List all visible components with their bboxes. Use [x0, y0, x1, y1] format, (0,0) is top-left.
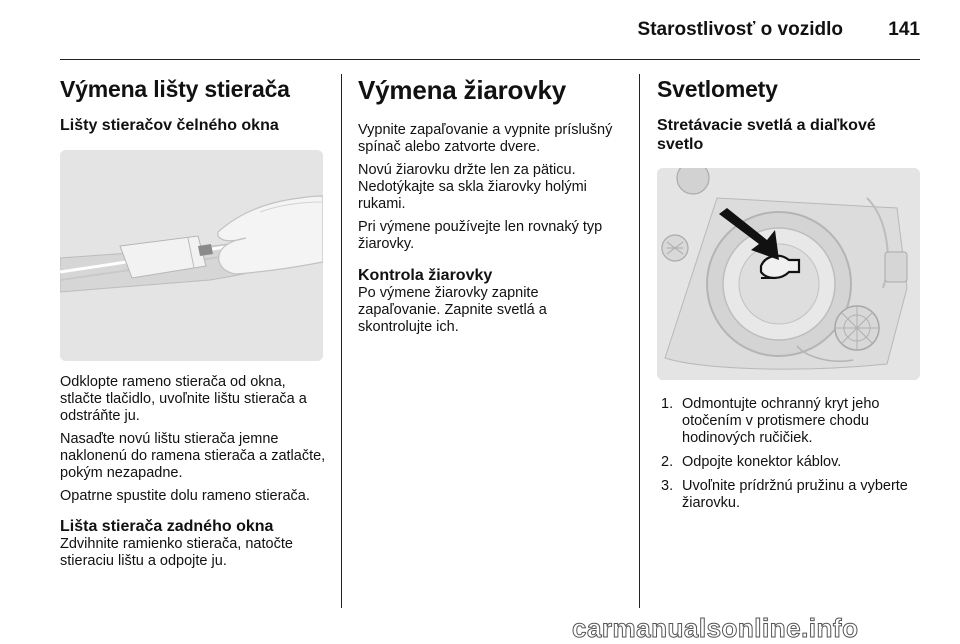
- headlight-step: [657, 478, 922, 512]
- step-number: 2.: [661, 454, 674, 470]
- step-text: Uvoľnite prídržnú pružinu a vyberte žiarovku.: [682, 478, 908, 511]
- bulb-paragraph-3: Pri výmene používejte len rovnaký typ žiarovky.: [358, 219, 603, 252]
- rear-wiper-text: Zdvihnite ramienko stierača, natočte stieraciu lištu a odpojte ju.: [60, 536, 293, 569]
- bulb-heading: Výmena žiarovky: [358, 75, 567, 105]
- headlight-step: [657, 396, 922, 447]
- bulb-check-text: Po výmene žiarovky zapnite zapaľovanie. Zapnite svetlá a skontrolujte ich.: [358, 285, 547, 335]
- column-divider-2: [639, 74, 640, 608]
- wiper-paragraph-1: Odklopte rameno stierača od okna, stlačte tlačidlo, uvoľnite lištu stierača a odstráňte ju.: [60, 374, 307, 424]
- step-number: 1.: [661, 396, 674, 412]
- column-divider-1: [341, 74, 342, 608]
- headlight-drawing: [657, 168, 920, 380]
- bulb-paragraph-1: Vypnite zapaľovanie a vypnite príslušný spínač alebo zatvorte dvere.: [358, 122, 613, 155]
- windscreen-wiper-subheading: Lišty stieračov čelného okna: [60, 117, 279, 134]
- column-wiper-blade: [60, 74, 326, 576]
- bulb-paragraph-2: Novú žiarovku držte len za päticu. Nedotýkajte sa skla žiarovky holými rukami.: [358, 162, 587, 212]
- headlights-heading: Svetlomety: [657, 76, 778, 102]
- headlight-steps: [657, 396, 922, 512]
- wiper-blade-drawing: [60, 150, 323, 361]
- wiper-paragraph-2: Nasaďte novú lištu stierača jemne naklonenú do ramena stierača a zatlačte, pokým nezapadne.: [60, 431, 326, 481]
- step-text: Odpojte konektor káblov.: [682, 454, 842, 470]
- wiper-heading: Výmena lišty stierača: [60, 76, 290, 102]
- wiper-paragraph-3: Opatrne spustite dolu rameno stierača.: [60, 488, 310, 504]
- step-text: Odmontujte ochranný kryt jeho otočením v protismere chodu hodinových ručičiek.: [682, 396, 880, 446]
- rear-wiper-heading: Lišta stierača zadného okna: [60, 518, 274, 535]
- step-number: 3.: [661, 478, 674, 494]
- watermark-text: carmanualsonline.info: [572, 613, 859, 643]
- headlight-step: [657, 454, 922, 471]
- column-headlights: [657, 74, 922, 519]
- bulb-check-heading: Kontrola žiarovky: [358, 267, 493, 284]
- section-title: Starostlivosť o vozidlo: [637, 19, 843, 40]
- column-bulb-replacement: [358, 74, 620, 342]
- header-rule: [60, 59, 920, 60]
- headlights-subheading: Stretávacie svetlá a diaľkové svetlo: [657, 117, 876, 153]
- headlight-illustration: [657, 168, 920, 380]
- page-number: 141: [888, 19, 920, 40]
- wiper-blade-illustration: [60, 150, 323, 361]
